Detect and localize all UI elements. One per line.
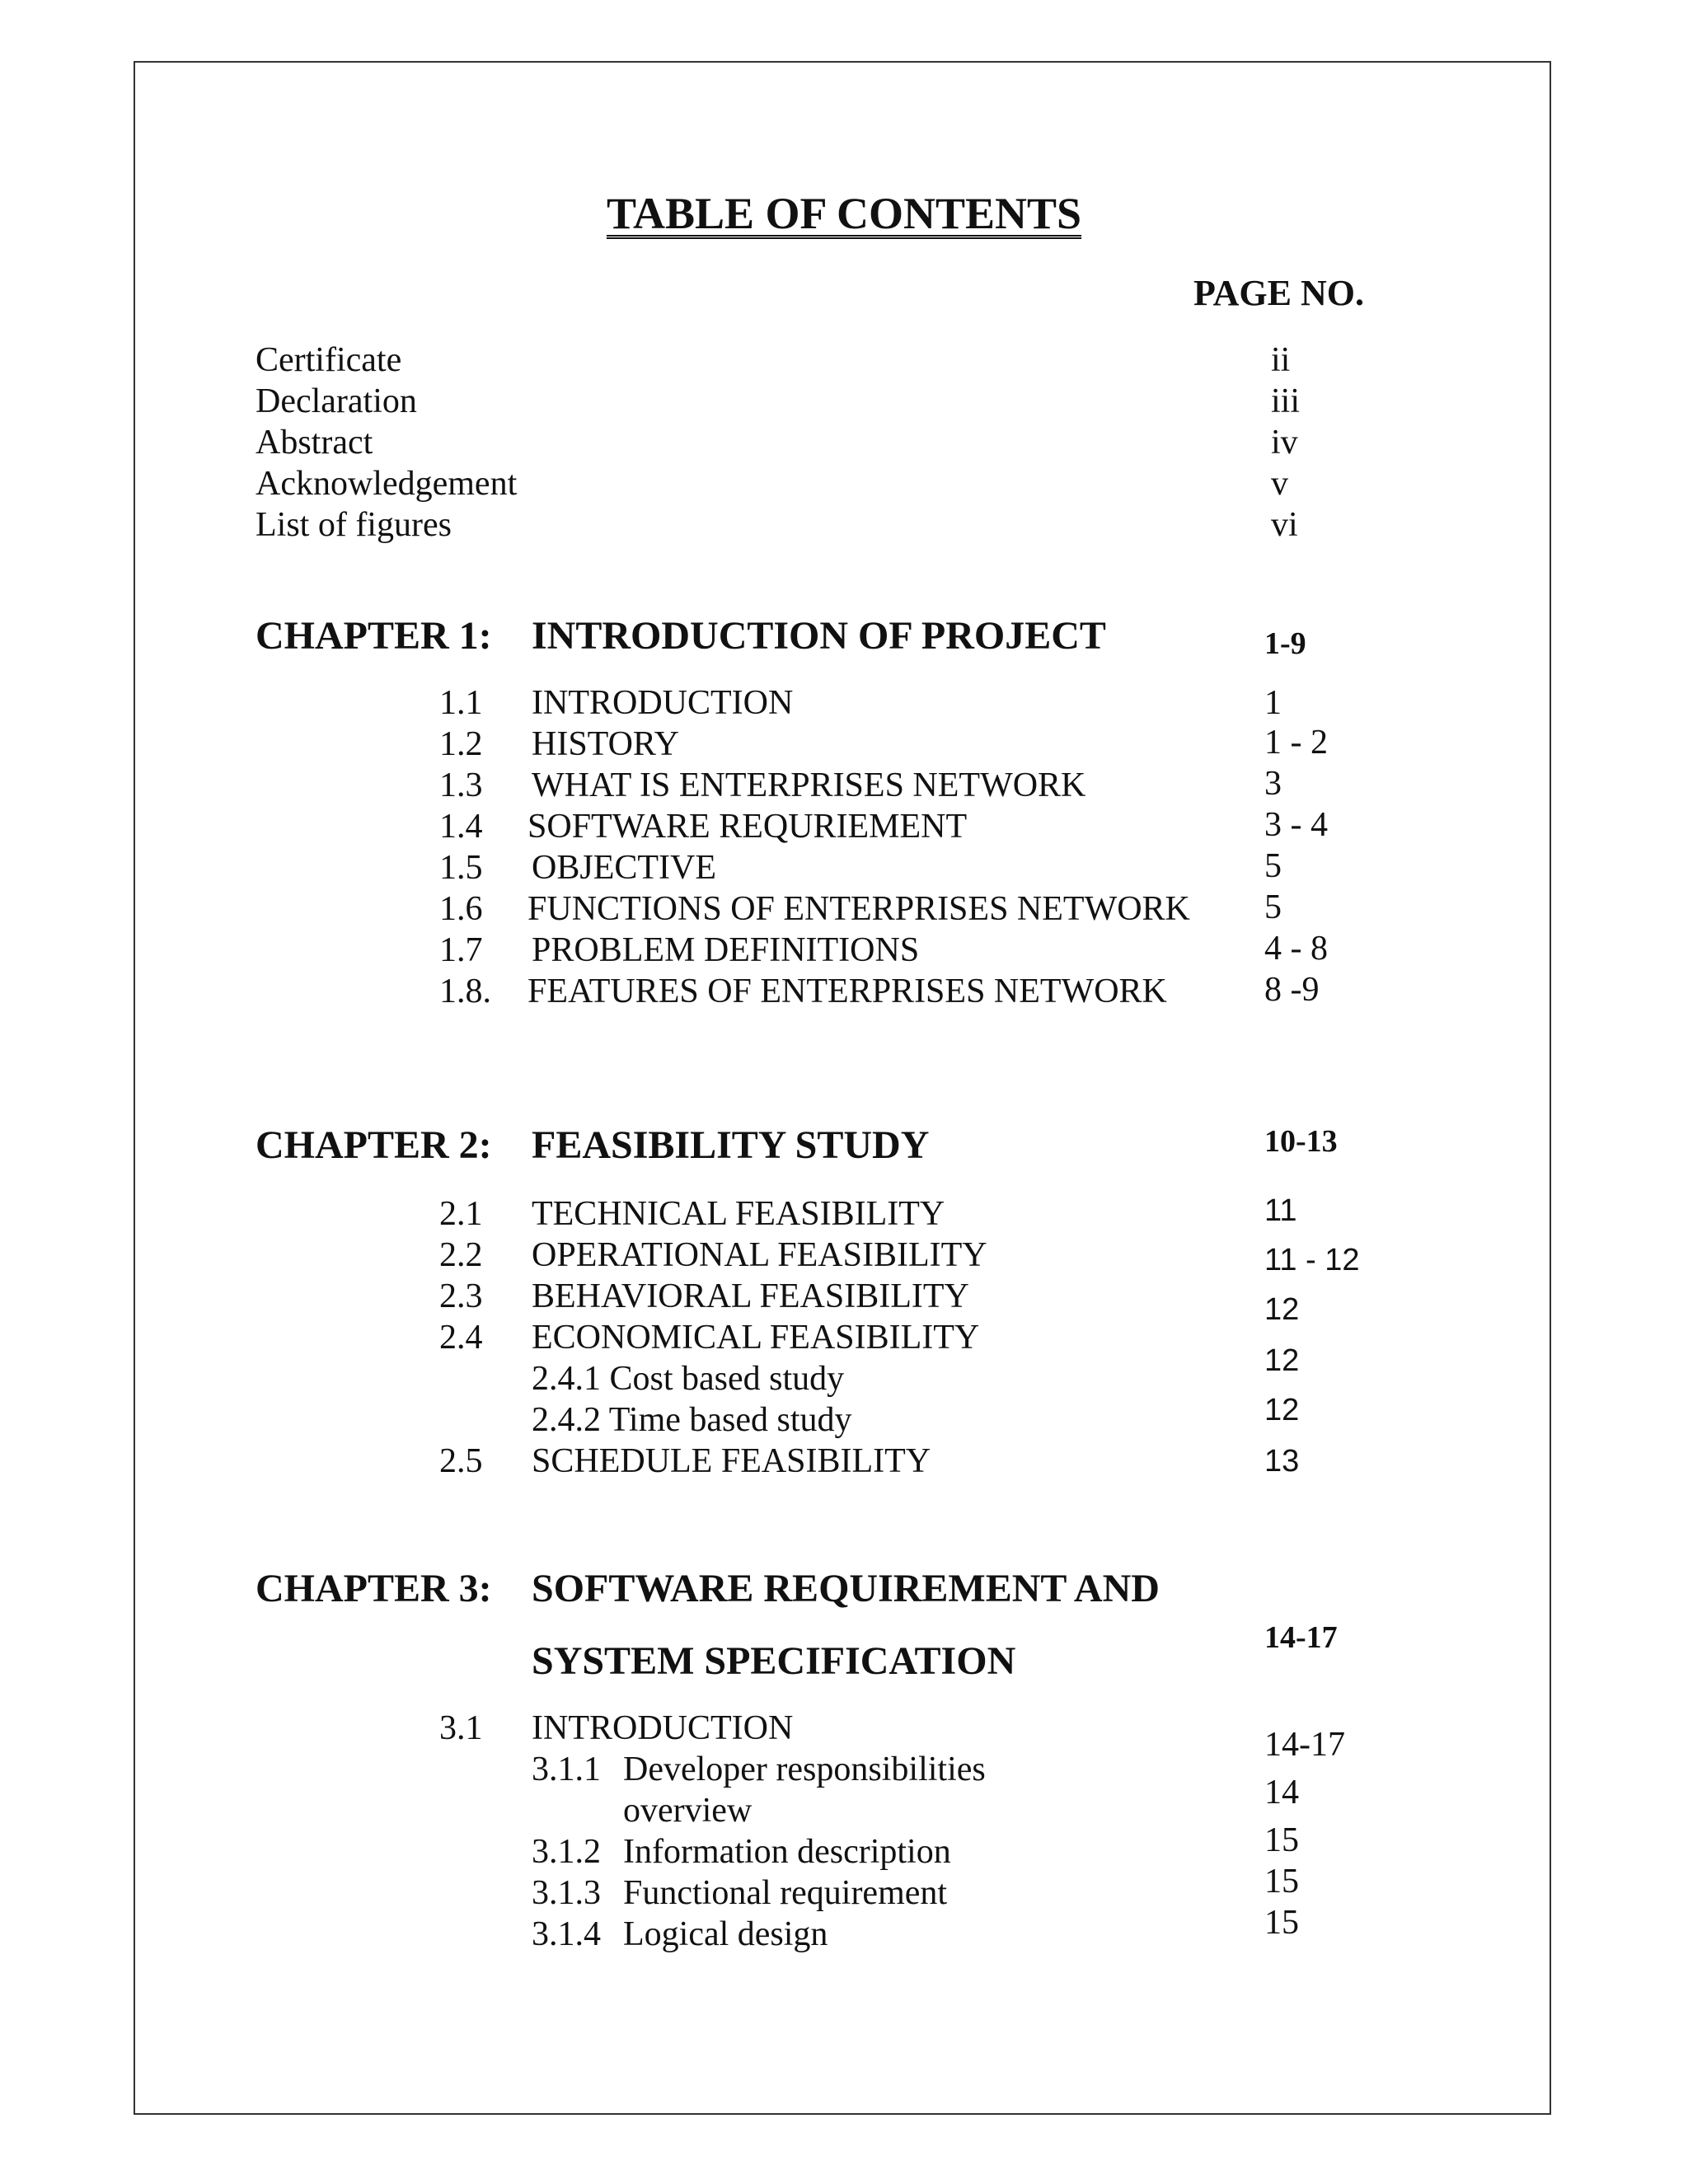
- chapter-title: INTRODUCTION OF PROJECT: [532, 614, 1106, 658]
- chapter-pages: 14-17: [1264, 1620, 1338, 1655]
- chapter-pages: 1-9: [1264, 626, 1306, 661]
- section-page: 13: [1264, 1444, 1300, 1479]
- section-title: OPERATIONAL FEASIBILITY: [532, 1236, 987, 1274]
- section-page: 1: [1264, 684, 1282, 722]
- section-page: 1 - 2: [1264, 724, 1328, 762]
- toc-entry-label: Acknowledgement: [256, 465, 518, 503]
- section-title: HISTORY: [532, 725, 679, 763]
- section-page: 4 - 8: [1264, 930, 1328, 968]
- section-page: 15: [1264, 1904, 1299, 1942]
- chapter-title-line2: SYSTEM SPECIFICATION: [532, 1639, 1016, 1683]
- toc-entry-page: v: [1271, 465, 1288, 503]
- subsection-number: 3.1.2: [532, 1833, 601, 1871]
- toc-entry-label: Certificate: [256, 341, 402, 379]
- subsection-title: 2.4.2 Time based study: [532, 1401, 852, 1439]
- section-title: FEATURES OF ENTERPRISES NETWORK: [528, 972, 1167, 1010]
- subsection-title: 2.4.1 Cost based study: [532, 1360, 845, 1398]
- section-number: 1.3: [439, 766, 483, 804]
- section-number: 1.7: [439, 931, 483, 969]
- toc-entry-label: List of figures: [256, 506, 452, 544]
- section-number: 2.1: [439, 1195, 483, 1233]
- chapter-title-line1: SOFTWARE REQUIREMENT AND: [532, 1567, 1160, 1610]
- subsection-number: 3.1.4: [532, 1915, 601, 1953]
- subsection-number: 3.1.3: [532, 1874, 601, 1912]
- subsection-title: Information description: [623, 1833, 951, 1871]
- section-number: 1.1: [439, 684, 483, 722]
- section-number: 1.8.: [439, 972, 491, 1010]
- section-title: OBJECTIVE: [532, 849, 716, 887]
- section-page: 3 - 4: [1264, 806, 1328, 844]
- section-title: WHAT IS ENTERPRISES NETWORK: [532, 766, 1086, 804]
- chapter-pages: 10-13: [1264, 1124, 1338, 1159]
- section-title: SCHEDULE FEASIBILITY: [532, 1442, 931, 1480]
- toc-entry-label: Declaration: [256, 382, 417, 420]
- subsection-title: Logical design: [623, 1915, 828, 1953]
- toc-entry-page: ii: [1271, 341, 1291, 379]
- section-number: 2.4: [439, 1319, 483, 1357]
- section-page: 15: [1264, 1863, 1299, 1900]
- section-page: 12: [1264, 1393, 1300, 1427]
- section-page: 11 - 12: [1264, 1243, 1360, 1277]
- section-page: 8 -9: [1264, 971, 1320, 1009]
- chapter-label: CHAPTER 1:: [256, 614, 492, 658]
- section-title: FUNCTIONS OF ENTERPRISES NETWORK: [528, 890, 1190, 928]
- page-no-header: PAGE NO.: [1193, 273, 1364, 313]
- section-number: 1.5: [439, 849, 483, 887]
- section-number: 2.3: [439, 1277, 483, 1315]
- section-number: 3.1: [439, 1709, 483, 1747]
- section-page: 14: [1264, 1774, 1299, 1811]
- section-title: INTRODUCTION: [532, 1709, 794, 1747]
- section-title: BEHAVIORAL FEASIBILITY: [532, 1277, 969, 1315]
- toc-entry-page: vi: [1271, 506, 1298, 544]
- chapter-label: CHAPTER 2:: [256, 1123, 492, 1167]
- section-number: 2.5: [439, 1442, 483, 1480]
- section-page: 3: [1264, 765, 1282, 803]
- section-page: 12: [1264, 1292, 1300, 1327]
- subsection-title: Functional requirement: [623, 1874, 948, 1912]
- section-title: INTRODUCTION: [532, 684, 794, 722]
- toc-entry-page: iv: [1271, 424, 1298, 462]
- toc-entry-page: iii: [1271, 382, 1301, 420]
- section-title: TECHNICAL FEASIBILITY: [532, 1195, 945, 1233]
- subsection-title-cont: overview: [623, 1792, 753, 1830]
- toc-entry-label: Abstract: [256, 424, 373, 462]
- section-number: 1.4: [439, 808, 483, 846]
- section-number: 1.6: [439, 890, 483, 928]
- section-page: 11: [1264, 1193, 1297, 1228]
- section-title: ECONOMICAL FEASIBILITY: [532, 1319, 980, 1357]
- section-page: 14-17: [1264, 1726, 1345, 1764]
- section-page: 12: [1264, 1343, 1300, 1378]
- page-title: TABLE OF CONTENTS: [606, 189, 1082, 238]
- section-page: 5: [1264, 888, 1282, 926]
- section-title: PROBLEM DEFINITIONS: [532, 931, 920, 969]
- subsection-number: 3.1.1: [532, 1750, 601, 1788]
- section-number: 2.2: [439, 1236, 483, 1274]
- subsection-title: Developer responsibilities: [623, 1750, 986, 1788]
- chapter-title: FEASIBILITY STUDY: [532, 1123, 930, 1167]
- section-number: 1.2: [439, 725, 483, 763]
- chapter-label: CHAPTER 3:: [256, 1567, 492, 1610]
- section-page: 5: [1264, 847, 1282, 885]
- section-title: SOFTWARE REQURIEMENT: [528, 808, 968, 846]
- section-page: 15: [1264, 1821, 1299, 1859]
